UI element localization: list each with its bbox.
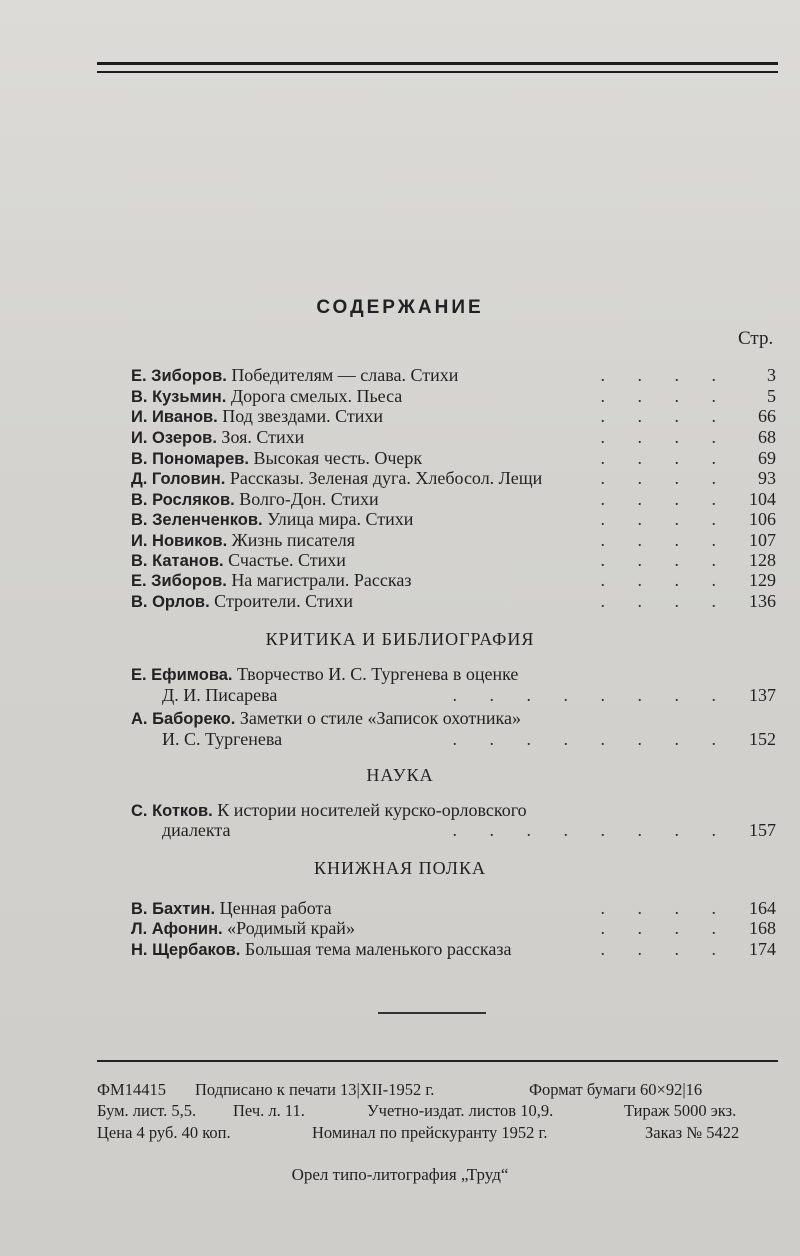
toc-entry-continued <box>131 820 776 841</box>
entry-author: В. Катанов. <box>131 552 224 570</box>
toc-entry <box>131 386 776 407</box>
toc-entry <box>131 530 776 551</box>
leader-dots: . . . . <box>600 591 730 611</box>
entry-title: Волго-Дон. Стихи <box>239 489 379 509</box>
entry-text <box>131 530 355 552</box>
entry-author: В. Зеленченков. <box>131 511 263 529</box>
entry-title-continued: И. С. Тургенева <box>162 729 283 749</box>
entry-author: И. Озеров. <box>131 429 217 447</box>
page-title: СОДЕРЖАНИЕ <box>316 297 484 318</box>
leader-dots: . . . . <box>600 406 730 426</box>
entry-author: В. Кузьмин. <box>131 388 227 406</box>
entry-text <box>131 386 402 408</box>
leader-dots: . . . . <box>600 489 730 509</box>
imprint-nominal: Номинал по прейскуранту 1952 г. <box>312 1123 548 1142</box>
imprint-editorial-sheets: Учетно-издат. листов 10,9. <box>367 1101 554 1120</box>
entry-page-number: 157 <box>749 820 776 840</box>
imprint-format: Формат бумаги 60×92|16 <box>529 1080 703 1099</box>
entry-author: Е. Ефимова. <box>131 666 233 684</box>
entry-title: Рассказы. Зеленая дуга. Хлебосол. Лещи <box>229 468 543 488</box>
entry-title: Высокая честь. Очерк <box>253 448 423 468</box>
top-rule-thin <box>97 71 778 73</box>
entry-page-number: 152 <box>749 729 776 749</box>
entry-text <box>131 448 422 470</box>
toc-entry <box>131 570 776 591</box>
entry-author: С. Котков. <box>131 802 213 820</box>
toc-entry <box>131 365 776 386</box>
entry-page-number: 128 <box>749 550 776 570</box>
leader-dots: . . . . <box>600 448 730 468</box>
entry-text <box>131 898 332 920</box>
toc-entry <box>131 800 776 821</box>
entry-title-continued: диалекта <box>162 820 231 840</box>
entry-page-number: 107 <box>749 530 776 550</box>
toc-entry <box>131 708 776 729</box>
entry-author: А. Бабореко. <box>131 710 236 728</box>
toc-entry <box>131 427 776 448</box>
entry-title: «Родимый край» <box>227 918 355 938</box>
entry-text <box>131 800 527 822</box>
imprint-rule <box>97 1060 778 1062</box>
entry-text <box>131 591 353 613</box>
entry-title: Жизнь писателя <box>231 530 355 550</box>
divider <box>378 1012 486 1014</box>
toc-entry <box>131 898 776 919</box>
entry-page-number: 168 <box>749 918 776 938</box>
entry-author: Н. Щербаков. <box>131 941 241 959</box>
toc-entry <box>131 406 776 427</box>
toc-entry <box>131 468 776 489</box>
entry-title: Счастье. Стихи <box>228 550 346 570</box>
imprint-print-sheets: Печ. л. 11. <box>233 1101 305 1120</box>
entry-author: И. Иванов. <box>131 408 218 426</box>
leader-dots: . . . . <box>600 918 730 938</box>
entry-title: На магистрали. Рассказ <box>231 570 412 590</box>
entry-page-number: 69 <box>758 448 776 468</box>
entry-page-number: 129 <box>749 570 776 590</box>
entry-author: Е. Зиборов. <box>131 367 227 385</box>
toc-entry-continued <box>131 685 776 706</box>
leader-dots: . . . . . . . . <box>452 729 730 749</box>
entry-text <box>131 664 518 686</box>
entry-title: Творчество И. С. Тургенева в оценке <box>237 664 519 684</box>
leader-dots: . . . . <box>600 530 730 550</box>
entry-author: Д. Головин. <box>131 470 226 488</box>
entry-text <box>131 427 304 449</box>
imprint-order: Заказ № 5422 <box>645 1123 740 1142</box>
entry-text <box>131 509 413 531</box>
imprint-price: Цена 4 руб. 40 коп. <box>97 1123 231 1142</box>
toc-entry <box>131 448 776 469</box>
toc-entry <box>131 939 776 960</box>
entry-text <box>131 365 458 387</box>
toc-entry <box>131 664 776 685</box>
entry-page-number: 3 <box>767 365 776 385</box>
entry-title: Под звездами. Стихи <box>222 406 383 426</box>
entry-title: Зоя. Стихи <box>221 427 305 447</box>
toc-entry <box>131 489 776 510</box>
section-heading: КНИЖНАЯ ПОЛКА <box>314 858 486 878</box>
leader-dots: . . . . <box>600 468 730 488</box>
entry-page-number: 104 <box>749 489 776 509</box>
page-column-label: Стр. <box>738 328 774 349</box>
entry-title: Дорога смелых. Пьеса <box>230 386 403 406</box>
toc-entry <box>131 591 776 612</box>
leader-dots: . . . . . . . . <box>452 820 730 840</box>
entry-page-number: 106 <box>749 509 776 529</box>
entry-title: Ценная работа <box>219 898 332 918</box>
leader-dots: . . . . <box>600 570 730 590</box>
entry-author: Л. Афонин. <box>131 920 223 938</box>
entry-author: Е. Зиборов. <box>131 572 227 590</box>
toc-entry <box>131 509 776 530</box>
entry-text <box>131 570 411 592</box>
toc-entry-continued <box>131 729 776 750</box>
entry-author: В. Росляков. <box>131 491 235 509</box>
leader-dots: . . . . <box>600 509 730 529</box>
section-heading: НАУКА <box>366 765 434 785</box>
entry-text <box>131 708 521 730</box>
entry-title: Строители. Стихи <box>214 591 354 611</box>
entry-text <box>131 918 355 940</box>
entry-page-number: 93 <box>758 468 776 488</box>
leader-dots: . . . . <box>600 365 730 385</box>
entry-page-number: 5 <box>767 386 776 406</box>
imprint-paper-sheets: Бум. лист. 5,5. <box>97 1101 197 1120</box>
toc-entry <box>131 918 776 939</box>
entry-page-number: 137 <box>749 685 776 705</box>
entry-title: Заметки о стиле «Записок охотника» <box>239 708 521 728</box>
entry-text <box>131 406 383 428</box>
entry-page-number: 136 <box>749 591 776 611</box>
imprint-code: ФМ14415 <box>97 1080 166 1099</box>
entry-page-number: 68 <box>758 427 776 447</box>
entry-page-number: 66 <box>758 406 776 426</box>
leader-dots: . . . . <box>600 427 730 447</box>
entry-text <box>131 468 542 490</box>
entry-page-number: 164 <box>749 898 776 918</box>
entry-title: Улица мира. Стихи <box>267 509 414 529</box>
entry-text <box>131 489 379 511</box>
leader-dots: . . . . <box>600 550 730 570</box>
leader-dots: . . . . . . . . <box>452 685 730 705</box>
entry-author: В. Бахтин. <box>131 900 216 918</box>
leader-dots: . . . . <box>600 939 730 959</box>
imprint-run: Тираж 5000 экз. <box>624 1101 737 1120</box>
printer-name: Орел типо-литография „Труд“ <box>291 1165 509 1184</box>
toc-entry <box>131 550 776 571</box>
leader-dots: . . . . <box>600 386 730 406</box>
entry-text <box>131 939 511 961</box>
entry-author: В. Пономарев. <box>131 450 249 468</box>
entry-author: И. Новиков. <box>131 532 228 550</box>
entry-title: Победителям — слава. Стихи <box>231 365 459 385</box>
entry-author: В. Орлов. <box>131 593 210 611</box>
section-heading: КРИТИКА И БИБЛИОГРАФИЯ <box>265 629 535 649</box>
entry-page-number: 174 <box>749 939 776 959</box>
imprint-signed: Подписано к печати 13|XII-1952 г. <box>195 1080 435 1099</box>
leader-dots: . . . . <box>600 898 730 918</box>
entry-text <box>131 550 346 572</box>
entry-title: Большая тема маленького рассказа <box>244 939 512 959</box>
entry-title: К истории носителей курско-орловского <box>217 800 527 820</box>
top-rule <box>97 62 778 65</box>
entry-title-continued: Д. И. Писарева <box>162 685 278 705</box>
